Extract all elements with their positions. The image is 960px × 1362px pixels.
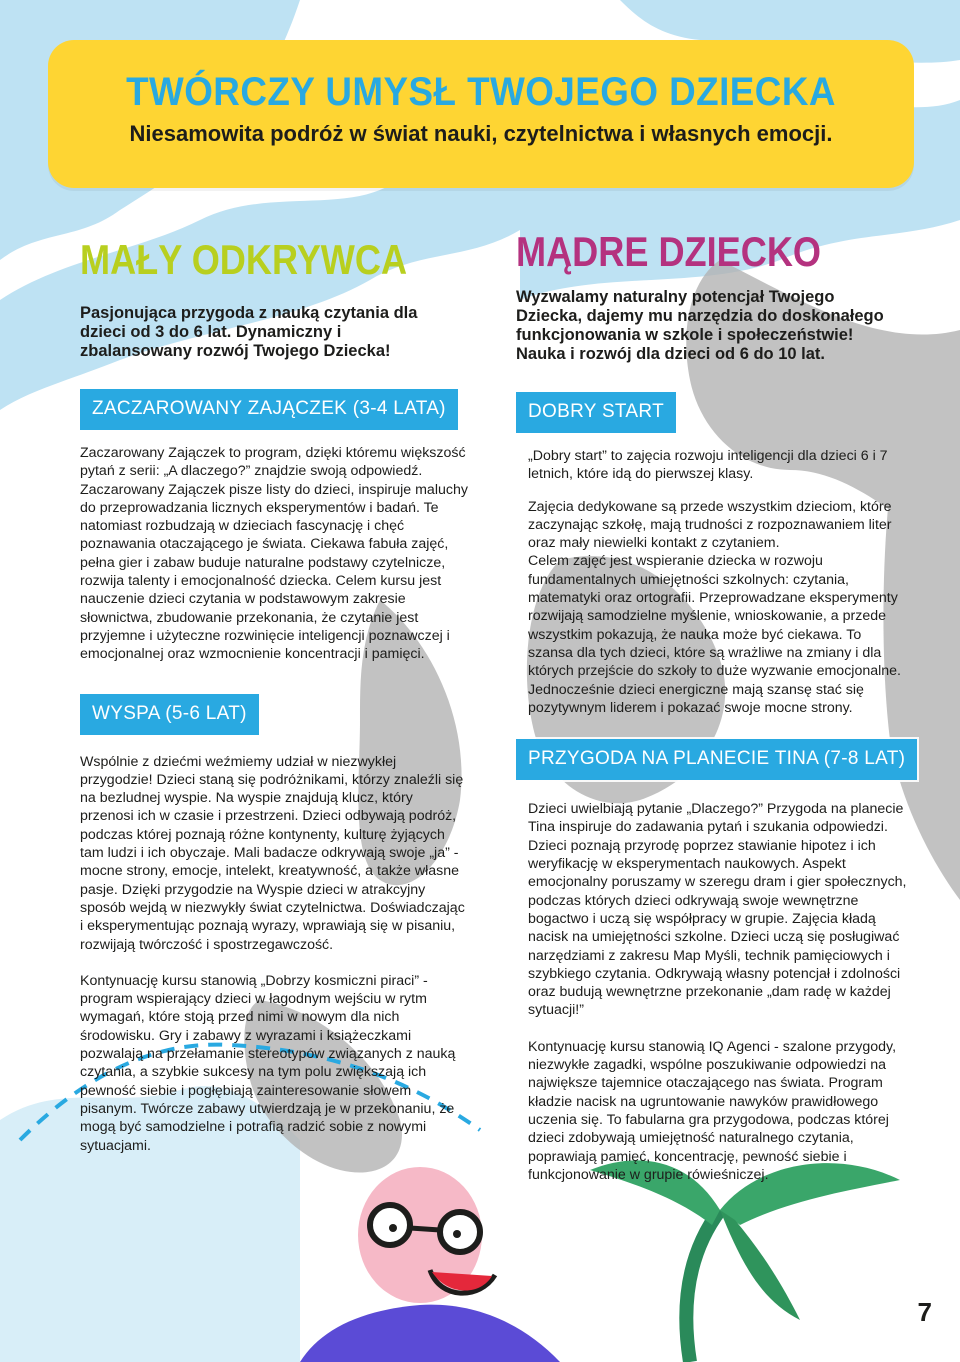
banner-title: TWÓRCZY UMYSŁ TWOJEGO DZIECKA bbox=[126, 70, 836, 114]
right-section-1-body-3: Celem zajęć jest wspieranie dziecka w rozwoju fundamentalnych umiejętności szkolnych: czytania, matematyki oraz ortografii. Przeprowadzane eksperymenty rozwijają samodzielne myślenie, wnioskowanie, a przede wszystkim pokazują, że nauka może być ciekawa. To szansa dla tych dzieci, które są wrażliwe na zmiany i dla których przejście do szkoły to duże wyzwanie emocjonalne. Jednocześnie dzieci energiczne mają szansę stać się pozytywnym liderem i pokazać swoje mocne strony. bbox=[528, 553, 901, 716]
tag-wyspa: WYSPA (5-6 LAT) bbox=[80, 694, 259, 735]
tag-dobry-start: DOBRY START bbox=[516, 392, 676, 433]
left-section-2 bbox=[80, 694, 472, 1155]
tag-przygoda-na-planecie-tina: PRZYGODA NA PLANECIE TINA (7-8 LAT) bbox=[516, 739, 917, 780]
left-section-1 bbox=[80, 389, 472, 664]
right-column bbox=[516, 224, 920, 1184]
left-column bbox=[80, 232, 472, 1155]
left-lead: Pasjonująca przygoda z nauką czytania dla dzieci od 3 do 6 lat. Dynamiczny i zbalansowany rozwój Twojego Dziecka! bbox=[80, 304, 418, 360]
right-section-1-body-1: „Dobry start” to zajęcia rozwoju inteligencji dla dzieci 6 i 7 letnich, które idą do pierwszej klasy. bbox=[528, 448, 888, 483]
banner-subtitle: Niesamowita podróż w świat nauki, czytelnictwa i własnych emocji. bbox=[129, 121, 833, 146]
right-section-2 bbox=[516, 739, 920, 1184]
header-banner bbox=[48, 40, 914, 188]
right-section-1-body-2: Zajęcia dedykowane są przede wszystkim dzieciom, które zaczynając szkołę, mają trudności z rozpoznawaniem liter oraz mały niewielki kontakt z czytaniem. bbox=[528, 498, 892, 552]
page-number: 7 bbox=[917, 1297, 932, 1327]
tag-zaczarowany-zajaczek: ZACZAROWANY ZAJĄCZEK (3-4 LATA) bbox=[80, 389, 458, 430]
right-section-2-body-1: Dzieci uwielbiają pytanie „Dlaczego?” Przygoda na planecie Tina inspiruje do zadawania pytań i szukania odpowiedzi. Dzieci poznają przyrodę poprzez stawianie hipotez i ich weryfikację w eksperymentach naukowych. Aspekt emocjonalny poruszamy w szeregu dram i gier społecznych, podczas których dzieci odkrywają swoje wewnętrzne bogactwo i uczą się współpracy w grupie. Zajęcia kładą nacisk na umiejętności szkolne. Dzieci uczą się posługiwać narzędziami z zakresu Map Myśli, technik pamięciowych i szybkiego czytania. Odkrywają własny potencjał i zdolności oraz budują wewnętrzne przekonanie „dam radę w każdej sytuacji!” bbox=[528, 801, 907, 1019]
right-section-2-body-2: Kontynuację kursu stanowią IQ Agenci - szalone przygody, niezwykłe zagadki, wspólne poszukiwanie odpowiedzi na największe tajemnice otaczającego nas świata. Program kładzie nacisk na ugruntowanie nawyków prawidłowego uczenia się. To fabularna gra przygodowa, podczas której dzieci zdobywają umiejętność naturalnego czytania, poprawiają pamięć, koncentrację, pewność siebie i funkcjonowanie w grupie rówieśniczej. bbox=[528, 1038, 897, 1183]
right-heading: MĄDRE DZIECKO bbox=[516, 228, 822, 275]
right-lead: Wyzwalamy naturalny potencjał Twojego Dziecka, dajemy mu narzędzia do doskonałego funkcjonowania w szkole i społeczeństwie! Nauka i rozwój dla dzieci od 6 do 10 lat. bbox=[516, 288, 884, 363]
left-heading: MAŁY ODKRYWCA bbox=[80, 236, 408, 283]
right-section-1 bbox=[516, 392, 920, 717]
left-section-2-body-1: Wspólnie z dziećmi weźmiemy udział w niezwykłej przygodzie! Dzieci staną się podróżnikami, którzy znaleźli się na bezludnej wyspie. Na wyspie znajdują klucz, który przenosi ich w czasie i przestrzeni. Dzieci odbywają podróż, podczas której poznają różne kontynenty, kulturę żyjących tam ludzi i ich obyczaje. Mali badacze odkrywają swoje „ja” - mocne strony, emocje, intelekt, kreatywność, a także własne pasje. Dzięki przygodzie na Wyspie dzieci w atrakcyjny sposób wejdą w niezwykły świat czytelnictwa. Doświadczając i eksperymentując poznają wyrazy, wprawiają się w pisaniu, rozwijają twórczość i spostrzegawczość. bbox=[80, 753, 465, 953]
left-section-1-body: Zaczarowany Zajączek to program, dzięki któremu większość pytań z serii: „A dlaczego?” znajdzie swoją odpowiedź. Zaczarowany Zajączek pisze listy do dzieci, inspiruje maluchy do przeprowadzania licznych eksperymentów i badań. Te natomiast rozbudzają w dzieciach fascynację i chęć poznawania otaczającego je świata. Ciekawa fabuła zajęć, pełna gier i zabaw buduje naturalne podstawy czytelnicze, rozwija talenty i emocjonalność dziecka. Celem kursu jest nauczenie dzieci czytania w podstawowym zakresie słownictwa, zbudowanie przekonania, że czytanie jest przyjemne i użyteczne rozwinięcie inteligencji poznawczej i emocjonalnej oraz wzmocnienie koncentracji i pamięci. bbox=[80, 445, 468, 663]
left-section-2-body-2: Kontynuację kursu stanowią „Dobrzy kosmiczni piraci” - program wspierający dzieci w łagodnym wejściu w rytm wymagań, które stoją przed nimi w nowym dla nich środowisku. Gry i zabawy z wyrazami i książeczkami pozwalają na przełamanie stereotypów związanych z nauką czytania, a szybkie sukcesy na tym polu zwiększają ich pewność siebie i pogłębiają zainteresowanie słowem pisanym. Twórcze zabawy utwierdzają je w przekonaniu, że mogą być samodzielne i potrafią radzić sobie z nowymi sytuacjami. bbox=[80, 972, 456, 1154]
